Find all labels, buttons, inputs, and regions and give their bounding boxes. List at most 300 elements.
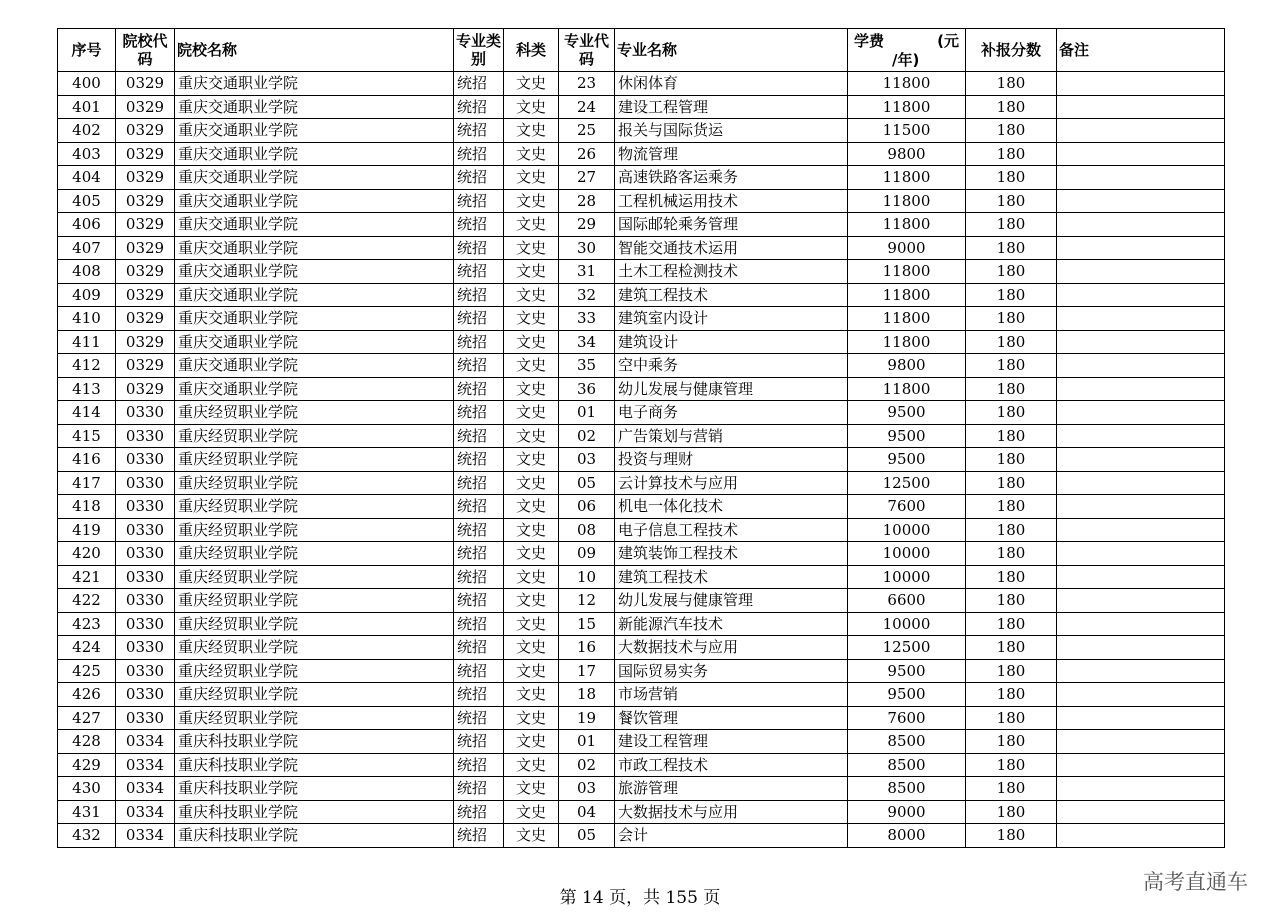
cell-seq: 409: [58, 283, 116, 307]
cell-seq: 419: [58, 518, 116, 542]
cell-subject: 文史: [504, 542, 559, 566]
cell-school-code: 0330: [116, 401, 175, 425]
cell-seq: 407: [58, 236, 116, 260]
cell-school-code: 0330: [116, 448, 175, 472]
cell-note: [1057, 542, 1225, 566]
cell-major-category: 统招: [454, 213, 504, 237]
cell-note: [1057, 95, 1225, 119]
cell-seq: 423: [58, 612, 116, 636]
cell-seq: 418: [58, 495, 116, 519]
cell-school-name: 重庆经贸职业学院: [175, 706, 454, 730]
cell-subject: 文史: [504, 777, 559, 801]
cell-major-code: 33: [559, 307, 615, 331]
header-major-category: 专业类别: [454, 29, 504, 72]
cell-note: [1057, 119, 1225, 143]
cell-major-name: 电子信息工程技术: [615, 518, 848, 542]
cell-fee: 11800: [848, 377, 966, 401]
cell-major-category: 统招: [454, 471, 504, 495]
cell-subject: 文史: [504, 213, 559, 237]
cell-fee: 11500: [848, 119, 966, 143]
cell-score: 180: [966, 612, 1057, 636]
cell-fee: 10000: [848, 565, 966, 589]
cell-fee: 8500: [848, 777, 966, 801]
cell-major-name: 旅游管理: [615, 777, 848, 801]
cell-major-category: 统招: [454, 142, 504, 166]
cell-major-category: 统招: [454, 330, 504, 354]
cell-subject: 文史: [504, 189, 559, 213]
cell-note: [1057, 236, 1225, 260]
header-fee-label: 学费: [854, 32, 885, 50]
cell-note: [1057, 495, 1225, 519]
cell-fee: 9800: [848, 354, 966, 378]
cell-major-category: 统招: [454, 424, 504, 448]
cell-major-code: 31: [559, 260, 615, 284]
cell-major-code: 01: [559, 730, 615, 754]
cell-subject: 文史: [504, 330, 559, 354]
cell-major-name: 休闲体育: [615, 72, 848, 96]
cell-major-category: 统招: [454, 307, 504, 331]
cell-major-category: 统招: [454, 401, 504, 425]
cell-major-category: 统招: [454, 800, 504, 824]
cell-school-code: 0329: [116, 119, 175, 143]
cell-major-category: 统招: [454, 753, 504, 777]
cell-school-code: 0330: [116, 589, 175, 613]
cell-fee: 6600: [848, 589, 966, 613]
table-body: [58, 72, 1225, 848]
cell-seq: 404: [58, 166, 116, 190]
cell-fee: 11800: [848, 72, 966, 96]
cell-major-category: 统招: [454, 777, 504, 801]
cell-score: 180: [966, 424, 1057, 448]
table-row: [58, 307, 1225, 331]
cell-school-code: 0329: [116, 330, 175, 354]
table-row: [58, 589, 1225, 613]
cell-school-code: 0334: [116, 777, 175, 801]
cell-note: [1057, 142, 1225, 166]
table-row: [58, 424, 1225, 448]
admission-table: [57, 28, 1225, 848]
cell-major-category: 统招: [454, 448, 504, 472]
cell-fee: 11800: [848, 330, 966, 354]
cell-fee: 10000: [848, 518, 966, 542]
cell-major-name: 会计: [615, 824, 848, 848]
cell-subject: 文史: [504, 401, 559, 425]
cell-fee: 11800: [848, 166, 966, 190]
cell-score: 180: [966, 95, 1057, 119]
cell-seq: 400: [58, 72, 116, 96]
cell-major-category: 统招: [454, 377, 504, 401]
cell-fee: 9500: [848, 683, 966, 707]
cell-score: 180: [966, 377, 1057, 401]
cell-fee: 10000: [848, 542, 966, 566]
cell-major-category: 统招: [454, 612, 504, 636]
cell-major-code: 03: [559, 448, 615, 472]
header-score: 补报分数: [966, 29, 1057, 72]
cell-subject: 文史: [504, 236, 559, 260]
cell-major-code: 15: [559, 612, 615, 636]
cell-note: [1057, 307, 1225, 331]
cell-major-category: 统招: [454, 824, 504, 848]
table-row: [58, 377, 1225, 401]
cell-major-code: 05: [559, 824, 615, 848]
cell-major-category: 统招: [454, 260, 504, 284]
cell-subject: 文史: [504, 495, 559, 519]
cell-major-code: 26: [559, 142, 615, 166]
cell-school-name: 重庆交通职业学院: [175, 330, 454, 354]
cell-note: [1057, 377, 1225, 401]
cell-note: [1057, 753, 1225, 777]
cell-school-name: 重庆经贸职业学院: [175, 495, 454, 519]
cell-major-name: 电子商务: [615, 401, 848, 425]
cell-school-code: 0330: [116, 636, 175, 660]
cell-score: 180: [966, 683, 1057, 707]
cell-fee: 9000: [848, 236, 966, 260]
cell-subject: 文史: [504, 706, 559, 730]
cell-major-name: 报关与国际货运: [615, 119, 848, 143]
cell-score: 180: [966, 448, 1057, 472]
cell-note: [1057, 354, 1225, 378]
table-row: [58, 824, 1225, 848]
cell-fee: 9000: [848, 800, 966, 824]
cell-fee: 8000: [848, 824, 966, 848]
cell-seq: 414: [58, 401, 116, 425]
table-row: [58, 495, 1225, 519]
cell-school-name: 重庆经贸职业学院: [175, 636, 454, 660]
cell-school-code: 0330: [116, 471, 175, 495]
cell-major-code: 12: [559, 589, 615, 613]
table-row: [58, 72, 1225, 96]
cell-subject: 文史: [504, 283, 559, 307]
cell-major-name: 餐饮管理: [615, 706, 848, 730]
cell-school-code: 0334: [116, 824, 175, 848]
cell-major-name: 建筑室内设计: [615, 307, 848, 331]
cell-note: [1057, 659, 1225, 683]
cell-major-code: 09: [559, 542, 615, 566]
cell-major-code: 35: [559, 354, 615, 378]
cell-major-category: 统招: [454, 166, 504, 190]
cell-major-code: 32: [559, 283, 615, 307]
cell-school-name: 重庆科技职业学院: [175, 730, 454, 754]
cell-score: 180: [966, 824, 1057, 848]
cell-score: 180: [966, 495, 1057, 519]
cell-seq: 417: [58, 471, 116, 495]
cell-school-code: 0330: [116, 706, 175, 730]
cell-note: [1057, 565, 1225, 589]
cell-seq: 424: [58, 636, 116, 660]
cell-school-code: 0334: [116, 753, 175, 777]
cell-major-name: 建筑装饰工程技术: [615, 542, 848, 566]
cell-score: 180: [966, 307, 1057, 331]
cell-school-code: 0330: [116, 565, 175, 589]
cell-seq: 422: [58, 589, 116, 613]
cell-score: 180: [966, 777, 1057, 801]
cell-score: 180: [966, 706, 1057, 730]
cell-school-code: 0330: [116, 683, 175, 707]
cell-seq: 426: [58, 683, 116, 707]
cell-major-code: 23: [559, 72, 615, 96]
cell-major-category: 统招: [454, 283, 504, 307]
cell-major-name: 建筑工程技术: [615, 283, 848, 307]
cell-school-code: 0329: [116, 377, 175, 401]
cell-note: [1057, 283, 1225, 307]
cell-major-name: 大数据技术与应用: [615, 800, 848, 824]
cell-note: [1057, 518, 1225, 542]
cell-fee: 12500: [848, 471, 966, 495]
table-row: [58, 636, 1225, 660]
cell-school-name: 重庆经贸职业学院: [175, 518, 454, 542]
cell-school-code: 0329: [116, 354, 175, 378]
table-row: [58, 542, 1225, 566]
cell-school-code: 0329: [116, 213, 175, 237]
cell-school-code: 0329: [116, 260, 175, 284]
cell-major-category: 统招: [454, 72, 504, 96]
cell-major-category: 统招: [454, 95, 504, 119]
cell-school-name: 重庆交通职业学院: [175, 189, 454, 213]
cell-subject: 文史: [504, 824, 559, 848]
cell-subject: 文史: [504, 260, 559, 284]
cell-major-name: 幼儿发展与健康管理: [615, 589, 848, 613]
cell-seq: 431: [58, 800, 116, 824]
cell-seq: 428: [58, 730, 116, 754]
header-fee-unit-2: /年): [892, 51, 920, 69]
cell-major-code: 30: [559, 236, 615, 260]
cell-school-code: 0329: [116, 72, 175, 96]
cell-subject: 文史: [504, 377, 559, 401]
cell-school-name: 重庆科技职业学院: [175, 824, 454, 848]
cell-score: 180: [966, 354, 1057, 378]
table-row: [58, 471, 1225, 495]
cell-major-name: 智能交通技术运用: [615, 236, 848, 260]
cell-score: 180: [966, 542, 1057, 566]
cell-fee: 7600: [848, 495, 966, 519]
cell-note: [1057, 330, 1225, 354]
cell-note: [1057, 636, 1225, 660]
cell-school-code: 0334: [116, 730, 175, 754]
cell-score: 180: [966, 236, 1057, 260]
cell-major-name: 工程机械运用技术: [615, 189, 848, 213]
cell-score: 180: [966, 565, 1057, 589]
cell-subject: 文史: [504, 95, 559, 119]
cell-major-name: 高速铁路客运乘务: [615, 166, 848, 190]
cell-subject: 文史: [504, 424, 559, 448]
cell-school-name: 重庆经贸职业学院: [175, 542, 454, 566]
cell-school-name: 重庆交通职业学院: [175, 236, 454, 260]
cell-seq: 405: [58, 189, 116, 213]
cell-major-code: 29: [559, 213, 615, 237]
cell-seq: 403: [58, 142, 116, 166]
table-row: [58, 119, 1225, 143]
cell-major-code: 03: [559, 777, 615, 801]
cell-major-name: 建筑设计: [615, 330, 848, 354]
cell-fee: 8500: [848, 730, 966, 754]
cell-note: [1057, 612, 1225, 636]
header-major-code: 专业代码: [559, 29, 615, 72]
cell-fee: 9500: [848, 424, 966, 448]
table-row: [58, 612, 1225, 636]
cell-subject: 文史: [504, 753, 559, 777]
cell-fee: 9500: [848, 448, 966, 472]
cell-major-code: 17: [559, 659, 615, 683]
cell-score: 180: [966, 72, 1057, 96]
cell-major-category: 统招: [454, 565, 504, 589]
cell-school-name: 重庆经贸职业学院: [175, 659, 454, 683]
table-row: [58, 189, 1225, 213]
cell-note: [1057, 260, 1225, 284]
cell-major-name: 市政工程技术: [615, 753, 848, 777]
cell-major-name: 机电一体化技术: [615, 495, 848, 519]
cell-fee: 10000: [848, 612, 966, 636]
cell-subject: 文史: [504, 471, 559, 495]
cell-score: 180: [966, 260, 1057, 284]
cell-major-code: 18: [559, 683, 615, 707]
cell-seq: 402: [58, 119, 116, 143]
cell-major-name: 大数据技术与应用: [615, 636, 848, 660]
cell-note: [1057, 800, 1225, 824]
cell-school-name: 重庆经贸职业学院: [175, 471, 454, 495]
cell-major-name: 建筑工程技术: [615, 565, 848, 589]
cell-fee: 9500: [848, 401, 966, 425]
cell-major-name: 云计算技术与应用: [615, 471, 848, 495]
cell-note: [1057, 683, 1225, 707]
table-row: [58, 565, 1225, 589]
cell-note: [1057, 777, 1225, 801]
cell-seq: 408: [58, 260, 116, 284]
cell-school-name: 重庆科技职业学院: [175, 753, 454, 777]
cell-seq: 421: [58, 565, 116, 589]
table-row: [58, 683, 1225, 707]
cell-school-name: 重庆经贸职业学院: [175, 612, 454, 636]
cell-school-code: 0330: [116, 518, 175, 542]
cell-note: [1057, 213, 1225, 237]
cell-seq: 410: [58, 307, 116, 331]
cell-note: [1057, 424, 1225, 448]
cell-school-code: 0329: [116, 283, 175, 307]
cell-school-code: 0329: [116, 166, 175, 190]
cell-score: 180: [966, 471, 1057, 495]
table-row: [58, 753, 1225, 777]
cell-school-name: 重庆交通职业学院: [175, 142, 454, 166]
cell-major-category: 统招: [454, 119, 504, 143]
cell-school-name: 重庆经贸职业学院: [175, 589, 454, 613]
cell-note: [1057, 730, 1225, 754]
cell-school-code: 0330: [116, 612, 175, 636]
cell-fee: 11800: [848, 260, 966, 284]
header-note: 备注: [1057, 29, 1225, 72]
cell-major-category: 统招: [454, 354, 504, 378]
cell-school-name: 重庆交通职业学院: [175, 307, 454, 331]
cell-school-code: 0330: [116, 542, 175, 566]
cell-school-code: 0330: [116, 424, 175, 448]
cell-major-category: 统招: [454, 189, 504, 213]
cell-score: 180: [966, 401, 1057, 425]
cell-major-code: 27: [559, 166, 615, 190]
cell-school-code: 0330: [116, 659, 175, 683]
cell-note: [1057, 189, 1225, 213]
header-fee: [848, 29, 966, 72]
cell-school-name: 重庆经贸职业学院: [175, 565, 454, 589]
cell-school-name: 重庆交通职业学院: [175, 377, 454, 401]
table-row: [58, 448, 1225, 472]
cell-score: 180: [966, 636, 1057, 660]
cell-note: [1057, 589, 1225, 613]
cell-score: 180: [966, 659, 1057, 683]
cell-subject: 文史: [504, 612, 559, 636]
cell-major-category: 统招: [454, 518, 504, 542]
cell-school-name: 重庆经贸职业学院: [175, 424, 454, 448]
cell-major-code: 06: [559, 495, 615, 519]
cell-fee: 11800: [848, 95, 966, 119]
cell-fee: 12500: [848, 636, 966, 660]
cell-score: 180: [966, 330, 1057, 354]
cell-major-code: 02: [559, 753, 615, 777]
cell-school-code: 0334: [116, 800, 175, 824]
cell-major-category: 统招: [454, 659, 504, 683]
cell-school-code: 0329: [116, 142, 175, 166]
table-row: [58, 354, 1225, 378]
cell-school-code: 0329: [116, 307, 175, 331]
cell-seq: 413: [58, 377, 116, 401]
cell-score: 180: [966, 518, 1057, 542]
table-row: [58, 401, 1225, 425]
cell-school-name: 重庆经贸职业学院: [175, 448, 454, 472]
table-row: [58, 283, 1225, 307]
header-school-name: 院校名称: [175, 29, 454, 72]
cell-major-category: 统招: [454, 542, 504, 566]
cell-major-code: 24: [559, 95, 615, 119]
cell-subject: 文史: [504, 448, 559, 472]
cell-subject: 文史: [504, 589, 559, 613]
cell-seq: 406: [58, 213, 116, 237]
table-row: [58, 213, 1225, 237]
cell-major-category: 统招: [454, 636, 504, 660]
cell-major-code: 08: [559, 518, 615, 542]
table-row: [58, 800, 1225, 824]
cell-fee: 11800: [848, 283, 966, 307]
cell-score: 180: [966, 730, 1057, 754]
cell-subject: 文史: [504, 659, 559, 683]
table-row: [58, 706, 1225, 730]
cell-note: [1057, 401, 1225, 425]
cell-seq: 429: [58, 753, 116, 777]
cell-subject: 文史: [504, 683, 559, 707]
cell-major-category: 统招: [454, 730, 504, 754]
cell-major-code: 01: [559, 401, 615, 425]
header-fee-unit-1: (元: [937, 32, 959, 50]
cell-score: 180: [966, 142, 1057, 166]
cell-major-name: 建设工程管理: [615, 730, 848, 754]
cell-fee: 7600: [848, 706, 966, 730]
cell-subject: 文史: [504, 800, 559, 824]
cell-major-code: 25: [559, 119, 615, 143]
table-row: [58, 142, 1225, 166]
table-row: [58, 330, 1225, 354]
cell-major-name: 物流管理: [615, 142, 848, 166]
cell-seq: 401: [58, 95, 116, 119]
cell-seq: 432: [58, 824, 116, 848]
cell-note: [1057, 471, 1225, 495]
cell-score: 180: [966, 283, 1057, 307]
cell-seq: 415: [58, 424, 116, 448]
cell-major-code: 34: [559, 330, 615, 354]
cell-subject: 文史: [504, 518, 559, 542]
cell-school-name: 重庆交通职业学院: [175, 95, 454, 119]
cell-major-code: 36: [559, 377, 615, 401]
cell-major-name: 国际贸易实务: [615, 659, 848, 683]
cell-subject: 文史: [504, 565, 559, 589]
cell-major-category: 统招: [454, 706, 504, 730]
cell-major-code: 05: [559, 471, 615, 495]
cell-subject: 文史: [504, 730, 559, 754]
